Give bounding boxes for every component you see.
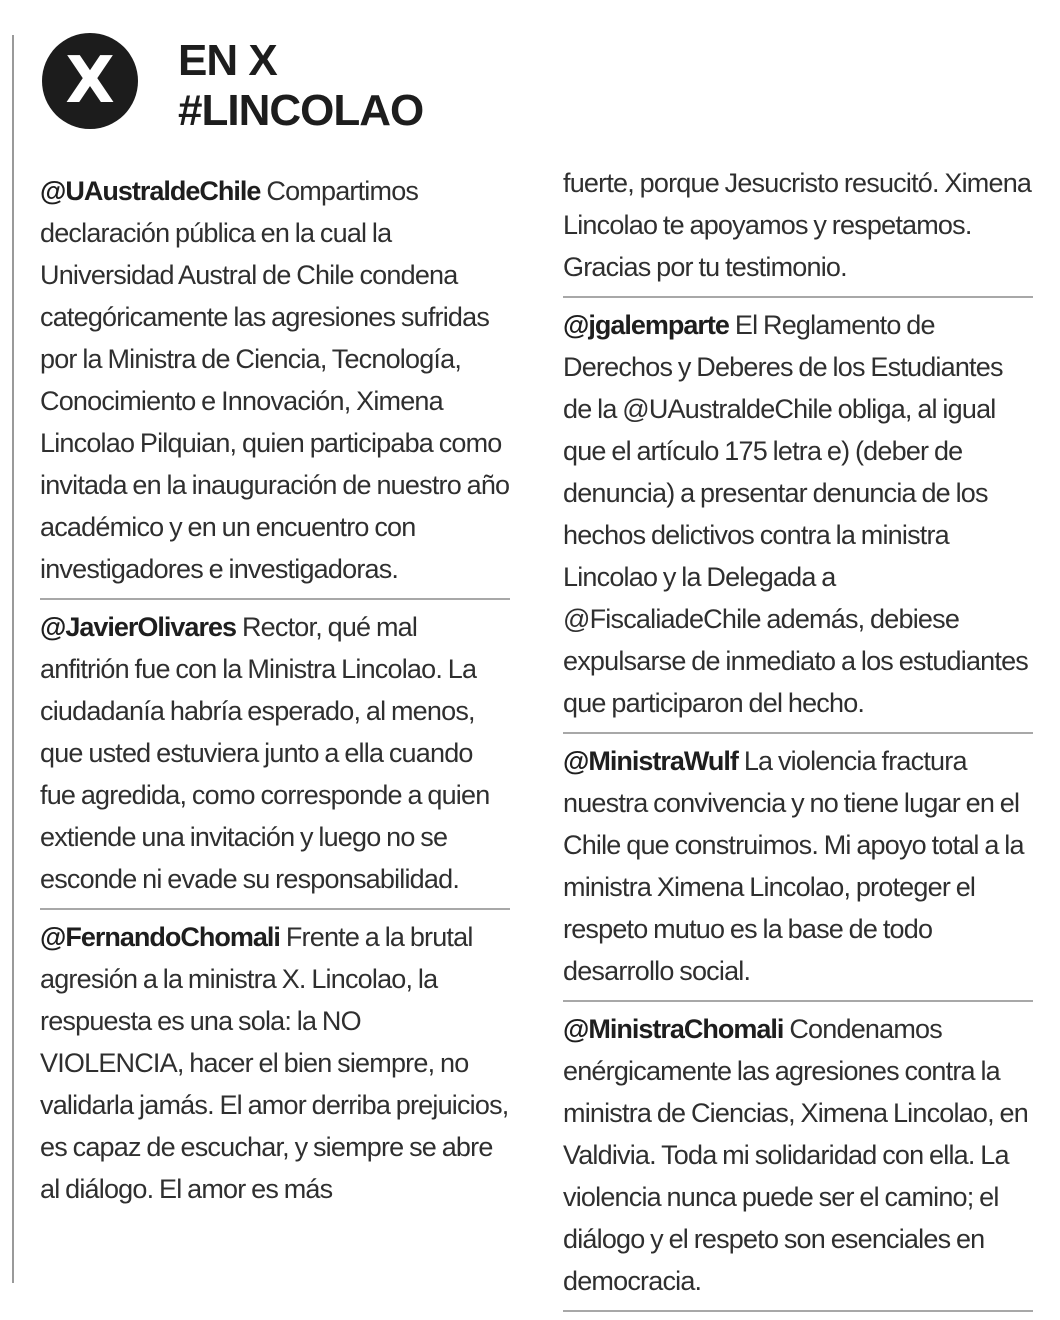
logo-letter: X xyxy=(65,44,115,118)
page-title xyxy=(178,36,423,136)
post-ministrawulf xyxy=(563,740,1033,992)
post-text: Frente a la brutal agresión a la ministra X. Lincolao, la respuesta es una sola: la NO VIOLENCIA, hacer el bien siempre, no validarla jamás. El amor derriba prejuicios, es capaz de escuchar, y siempre se abre al diálogo. El amor es más xyxy=(40,922,509,1204)
column-rule xyxy=(12,35,14,1283)
post-text: Rector, qué mal anfitrión fue con la Ministra Lincolao. La ciudadanía habría esperado, al menos, que usted estuviera junto a ella cuando fue agredida, como corresponde a quien extiende una invitación y luego no se esconde ni evade su responsabilidad. xyxy=(40,612,490,894)
post-fernandochomali xyxy=(40,916,510,1210)
post-uaustraldechile xyxy=(40,170,510,590)
post-fernandochomali-continued xyxy=(563,162,1033,288)
post-text: Condenamos enérgicamente las agresiones contra la ministra de Ciencias, Ximena Lincolao, en Valdivia. Toda mi solidaridad con ella. La violencia nunca puede ser el camino; el diálogo y el respeto son esenciales en democracia. xyxy=(563,1014,1028,1296)
post-handle[interactable]: @jgalemparte xyxy=(563,310,729,340)
post-divider xyxy=(563,296,1033,298)
post-javierolivares xyxy=(40,606,510,900)
post-ministrachomali xyxy=(563,1008,1033,1302)
post-divider xyxy=(40,598,510,600)
title-line-2: #LINCOLAO xyxy=(178,86,424,135)
right-column xyxy=(563,162,1033,1318)
post-handle[interactable]: @JavierOlivares xyxy=(40,612,236,642)
post-handle[interactable]: @MinistraWulf xyxy=(563,746,738,776)
x-logo-icon xyxy=(42,33,138,129)
post-text: La violencia fractura nuestra convivencia y no tiene lugar en el Chile que construimos. Mi apoyo total a la ministra Ximena Lincolao, proteger el respeto mutuo es la base de todo desarrollo social. xyxy=(563,746,1024,986)
title-line-1: EN X xyxy=(178,36,277,85)
post-handle[interactable]: @FernandoChomali xyxy=(40,922,280,952)
post-text: El Reglamento de Derechos y Deberes de los Estudiantes de la @UAustraldeChile obliga, al igual que el artículo 175 letra e) (deber de denuncia) a presentar denuncia de los hechos delictivos contra la ministra Lincolao y la Delegada a @FiscaliadeChile además, debiese expulsarse de inmediato a los estudiantes que participaron del hecho. xyxy=(563,310,1029,718)
post-divider xyxy=(563,1310,1033,1312)
post-divider xyxy=(563,732,1033,734)
post-divider xyxy=(40,908,510,910)
post-divider xyxy=(563,1000,1033,1002)
post-handle[interactable]: @MinistraChomali xyxy=(563,1014,784,1044)
post-handle[interactable]: @UAustraldeChile xyxy=(40,176,261,206)
post-jgalemparte xyxy=(563,304,1033,724)
post-text: Compartimos declaración pública en la cual la Universidad Austral de Chile condena categóricamente las agresiones sufridas por la Ministra de Ciencia, Tecnología, Conocimiento e Innovación, Ximena Lincolao Pilquian, quien participaba como invitada en la inauguración de nuestro año académico y en un encuentro con investigadores e investigadoras. xyxy=(40,176,510,584)
post-text-continuation: fuerte, porque Jesucristo resucitó. Ximena Lincolao te apoyamos y respetamos. Gracias por tu testimonio. xyxy=(563,168,1032,282)
left-column xyxy=(40,170,510,1210)
